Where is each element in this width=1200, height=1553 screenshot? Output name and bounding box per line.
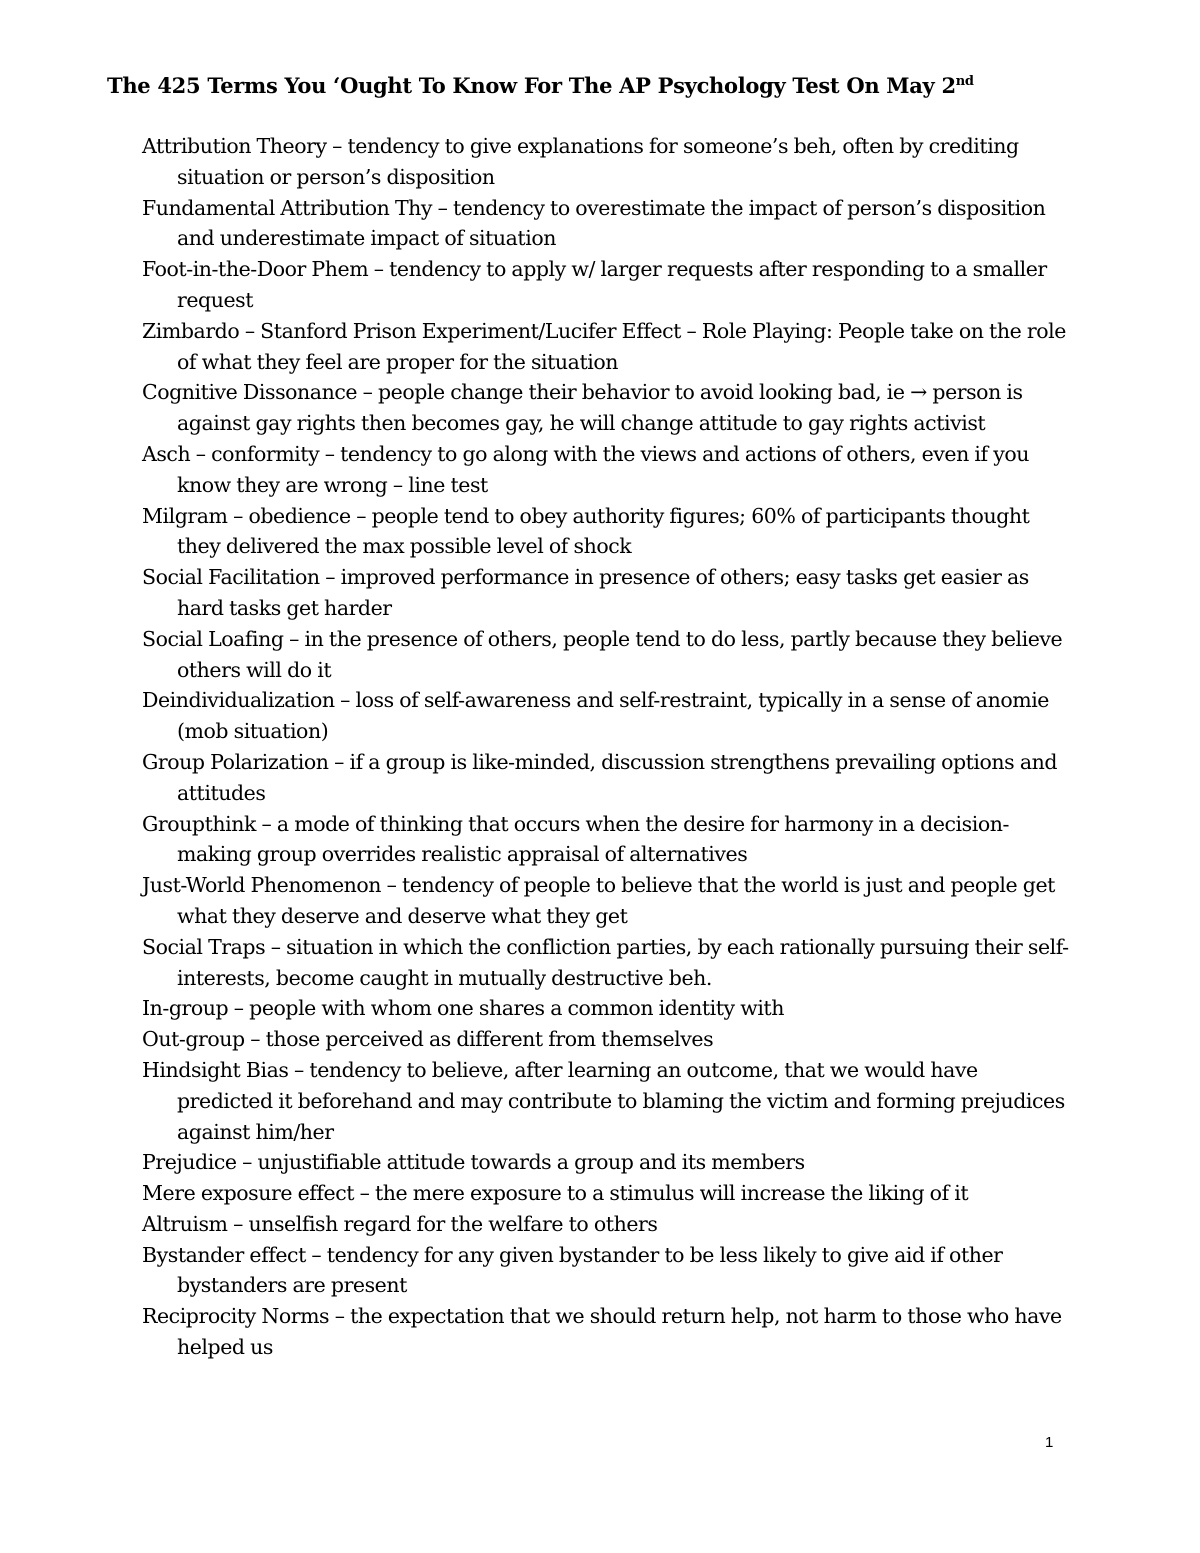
term-entry: Asch – conformity – tendency to go along with the views and actions of others, even if you know they are wrong – line test: [142, 441, 1030, 497]
term-entry: Mere exposure effect – the mere exposure to a stimulus will increase the liking of it: [142, 1181, 969, 1206]
term-entry: In-group – people with whom one shares a common identity with: [142, 996, 784, 1021]
term-entry: Zimbardo – Stanford Prison Experiment/Lucifer Effect – Role Playing: People take on the role of what they feel are proper for the situation: [142, 318, 1066, 374]
term-entry: Groupthink – a mode of thinking that occurs when the desire for harmony in a decision-making group overrides realistic appraisal of alternatives: [142, 811, 1009, 867]
term-entry: Prejudice – unjustifiable attitude towards a group and its members: [142, 1150, 805, 1175]
term-entry: Cognitive Dissonance – people change their behavior to avoid looking bad, ie → person is against gay rights then becomes gay, he will change attitude to gay rights activist: [142, 380, 1023, 436]
term-entry: Attribution Theory – tendency to give explanations for someone’s beh, often by crediting situation or person’s disposition: [142, 134, 1019, 189]
term-entry: Milgram – obedience – people tend to obey authority figures; 60% of participants thought they delivered the max possible level of shock: [142, 503, 1030, 559]
term-entry: Reciprocity Norms – the expectation that we should return help, not harm to those who have helped us: [142, 1304, 1062, 1360]
document-title-text: The 425 Terms You ‘Ought To Know For The AP Psychology Test On May 2: [107, 73, 956, 98]
term-entry: Group Polarization – if a group is like-minded, discussion strengthens prevailing options and attitudes: [142, 749, 1058, 805]
term-entry: Altruism – unselfish regard for the welfare to others: [142, 1211, 658, 1236]
document-title-superscript: nd: [955, 74, 974, 89]
term-entry: Just-World Phenomenon – tendency of people to believe that the world is just and people get what they deserve and deserve what they get: [142, 873, 1055, 928]
term-entry: Social Traps – situation in which the confliction parties, by each rationally pursuing their self-interests, become caught in mutually destructive beh.: [142, 934, 1069, 990]
term-list: [142, 131, 1072, 1363]
term-entry: Deindividualization – loss of self-awareness and self-restraint, typically in a sense of anomie (mob situation): [142, 688, 1049, 744]
page-number: 1: [1045, 1434, 1054, 1451]
term-entry: Fundamental Attribution Thy – tendency to overestimate the impact of person’s disposition and underestimate impact of situation: [142, 195, 1046, 251]
term-entry: Bystander effect – tendency for any given bystander to be less likely to give aid if other bystanders are present: [142, 1242, 1003, 1298]
term-entry: Foot-in-the-Door Phem – tendency to apply w/ larger requests after responding to a smaller request: [142, 257, 1047, 312]
term-entry: Out-group – those perceived as different from themselves: [142, 1027, 714, 1052]
term-entry: Social Loafing – in the presence of others, people tend to do less, partly because they believe others will do it: [142, 626, 1063, 682]
term-entry: Hindsight Bias – tendency to believe, after learning an outcome, that we would have predicted it beforehand and may contribute to blaming the victim and forming prejudices against him/her: [142, 1057, 1065, 1144]
term-entry: Social Facilitation – improved performance in presence of others; easy tasks get easier as hard tasks get harder: [142, 565, 1029, 620]
document-title: [107, 70, 1107, 102]
